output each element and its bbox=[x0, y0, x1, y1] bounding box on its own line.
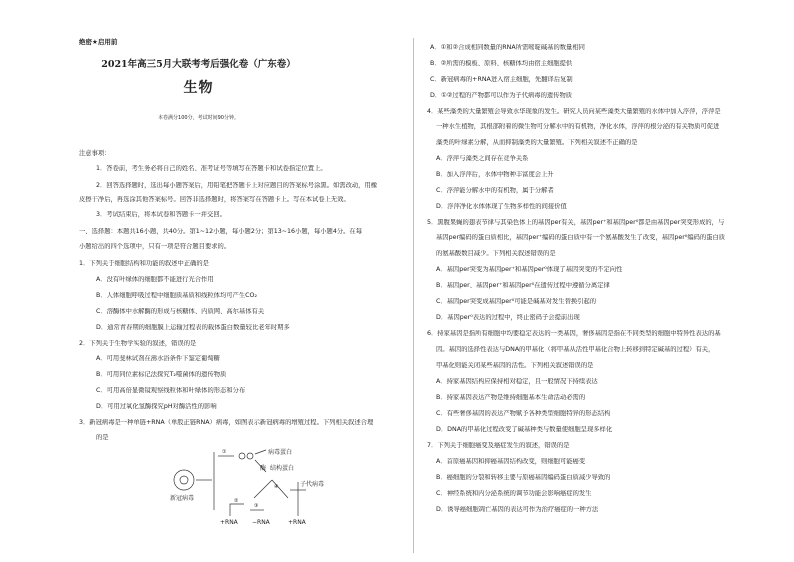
question-stem: 3．新冠病毒是一种单链+RNA（单股正链RNA）病毒，如图表示新冠病毒的增殖过程。下列相关叙述合理 bbox=[79, 419, 374, 426]
question-stem: 2．下列关于生物学实验的叙述，错误的是 bbox=[79, 340, 197, 347]
rna-label: +RNA bbox=[288, 519, 306, 526]
question-stem: 5．黑腹果蝇的翅表节律与其染色体上的基因per有关，基因per⁺和基因per⁰都是由基因per突变形成的，与 bbox=[427, 219, 725, 226]
question-option: D．DNA的甲基化过程改变了碱基种类与数量使细胞呈现多样化 bbox=[436, 426, 613, 433]
virus-replication-diagram bbox=[160, 446, 340, 526]
question-option: C．神经系统和内分泌系统的调节功能会影响癌症的发生 bbox=[436, 490, 592, 497]
rna-label: +RNA bbox=[220, 519, 238, 526]
question-option: D．基因per⁰表达的过程中，终止密码子会提前出现 bbox=[436, 314, 580, 321]
question-option: C．基因per突变成基因per⁰可能是碱基对发生替换引起的 bbox=[436, 298, 597, 305]
ribosome-icon bbox=[239, 453, 245, 459]
question-option: D．通常青春期的细胞膜上运输过程表的载体蛋白数量较比老年时期多 bbox=[96, 324, 290, 331]
question-stem-cont: 一种水生植物，其根部附着的微生物可分解水中的有机物，净化水体，浮萍的根分泌的有关物质可促进 bbox=[436, 123, 720, 130]
question-option: C．新冠病毒的+RNA进入宿主细胞，先翻译后复制 bbox=[430, 76, 573, 83]
question-option: A．基因per突变为基因per⁺和基因per⁰体现了基因突变的不定向性 bbox=[436, 266, 623, 273]
question-option: C．溶酶体中水解酶的形成与核糖体、内质网、高尔基体有关 bbox=[96, 308, 265, 315]
question-option: A．浮萍与藻类之间存在竞争关系 bbox=[436, 155, 529, 162]
question-option: A．首原癌基因和抑癌基因结构改变，则细胞可能癌变 bbox=[436, 458, 586, 465]
question-stem: 4．某些藻类的大量繁殖会导致水华现象的发生。研究人员向某些藻类大量繁殖的水体中加入浮萍，浮萍是 bbox=[427, 108, 721, 115]
question-option: B．可用同位素标记法探究T₂噬菌体的遗传物质 bbox=[96, 371, 227, 378]
notice-heading: 注意事项： bbox=[79, 150, 111, 157]
step-label: ① bbox=[222, 449, 227, 455]
notice-line: 3．考试结束后，将本试卷和答题卡一并交回。 bbox=[96, 211, 226, 218]
question-option: B．加入浮萍后，水体中物种丰富度会上升 bbox=[436, 171, 554, 178]
step-label: ④ bbox=[274, 484, 279, 490]
rna-label: −RNA bbox=[252, 519, 270, 526]
score-note: 本卷满分100分，考试时间90分钟。 bbox=[158, 115, 239, 121]
virus-label: 新冠病毒 bbox=[170, 495, 195, 502]
subject-title: 生物 bbox=[183, 80, 214, 96]
capsid-label: 病毒蛋白 bbox=[268, 449, 293, 456]
section-line: 小题给出的四个选项中，只有一项是符合题目要求的。 bbox=[79, 243, 231, 250]
exam-title: 2021年高三5月大联考考后强化卷（广东卷） bbox=[101, 59, 296, 70]
right-column bbox=[397, 0, 794, 562]
question-stem: 7．下列关于细胞癌变及癌症发生的叙述，错误的是 bbox=[427, 442, 570, 449]
question-option: D．浮萍净化水体体现了生物多样性的间接价值 bbox=[436, 203, 567, 210]
question-option: A．持家基因结构应保持相对稳定，且一般情况下持续表达 bbox=[436, 378, 598, 385]
question-stem-cont: 基因per编码的蛋白质相比，基因per⁺编码的蛋白质中有一个氨基酸发生了改变，基因per⁰编码的蛋白质 bbox=[436, 234, 726, 241]
question-option: B．②所需的模板、原料、核糖体均由宿主细胞提供 bbox=[430, 60, 573, 67]
notice-line: 1．答卷前，考生务必将自己的姓名、准考证号等填写在答题卡和试卷指定位置上。 bbox=[96, 165, 327, 172]
question-stem-cont: 的氨基酸数目减少。下列相关叙述错误的是 bbox=[436, 250, 556, 257]
question-option: A．可用斐林试剂在沸水浴条件下鉴定葡萄糖 bbox=[96, 355, 220, 362]
question-stem-cont: 因。基因的选择性表达与DNA的甲基化（将甲基从活性甲基化合物上转移到特定碱基的过程）有关， bbox=[436, 346, 715, 353]
question-option: C．浮萍能分解水中的有机物，属于分解者 bbox=[436, 187, 554, 194]
arrow-7 bbox=[230, 504, 244, 516]
question-stem-cont: 甲基化则能关闭某些基因的活性。下列相关叙述错误的是 bbox=[436, 362, 594, 369]
question-option: A．①和②合成相同数量的RNA所需嘧啶碱基的数量相同 bbox=[430, 44, 585, 51]
structural-protein-label: 结构蛋白 bbox=[270, 465, 295, 472]
question-option: B．基因per、基因per⁺和基因per⁰在遗传过程中遵循分离定律 bbox=[436, 282, 610, 289]
question-option: D．诱导癌细胞凋亡基因的表达可作为治疗癌症的一种方法 bbox=[436, 506, 599, 513]
arrow-3 bbox=[255, 450, 266, 454]
question-stem: 6．持家基因是指所有细胞中均要稳定表达的一类基因，奢侈基因是指在不同类型的细胞中特异性表达的基 bbox=[427, 330, 721, 337]
step-label: ② bbox=[234, 498, 239, 504]
question-option: C．有些奢侈基因的表达产物赋予各种类型细胞特异的形态结构 bbox=[436, 410, 611, 417]
question-stem-cont: 的是 bbox=[96, 434, 109, 441]
question-option: D．①②过程的产物都可以作为子代病毒的遗传物质 bbox=[430, 92, 573, 99]
virus-core-icon bbox=[180, 476, 188, 484]
secret-label: 绝密★启用前 bbox=[79, 38, 118, 46]
question-stem-cont: 藻类的叶绿素分解，从而抑制藻类的大量繁殖。下列相关叙述不正确的是 bbox=[436, 139, 638, 146]
progeny-virus-label: 子代病毒 bbox=[300, 481, 325, 488]
virus-particle-icon bbox=[174, 470, 194, 490]
question-option: B．癌细胞的分裂和转移主要与原癌基因编码蛋白质减少导致的 bbox=[436, 474, 611, 481]
question-option: B．人体细胞呼吸过程中细胞质基质和线粒体均可产生CO₂ bbox=[96, 292, 258, 299]
step-label: ③ bbox=[254, 503, 259, 509]
question-stem: 1．下列关于细胞结构和功能的叙述中正确的是 bbox=[79, 260, 209, 267]
section-line: 一、选择题：本题共16小题，共40分。第1~12小题，每小题2分；第13~16小题，每小题4分。在每 bbox=[79, 228, 363, 235]
arrow-5 bbox=[254, 480, 272, 498]
enzyme-label: 酶 bbox=[260, 465, 267, 472]
ribosome-icon bbox=[247, 453, 253, 459]
question-option: B．持家基因表达产物是维持细胞基本生命活动必需的 bbox=[436, 394, 586, 401]
notice-line: 皮擦干净后，再选涂其他答案标号。回答非选择题时，将答案写在答题卡上。写在本试卷上无效。 bbox=[79, 196, 350, 203]
notice-line: 2．回答选择题时，选出每小题答案后，用铅笔把答题卡上对应题目的答案标号涂黑。如需改动，用橡 bbox=[96, 182, 378, 189]
question-option: A．没有叶绿体的细胞都不能进行光合作用 bbox=[96, 276, 214, 283]
question-option: D．可用过氧化氢酶探究pH对酶活性的影响 bbox=[96, 403, 217, 410]
question-option: C．可用高倍显微镜观察线粒体和叶绿体的形态和分布 bbox=[96, 387, 246, 394]
